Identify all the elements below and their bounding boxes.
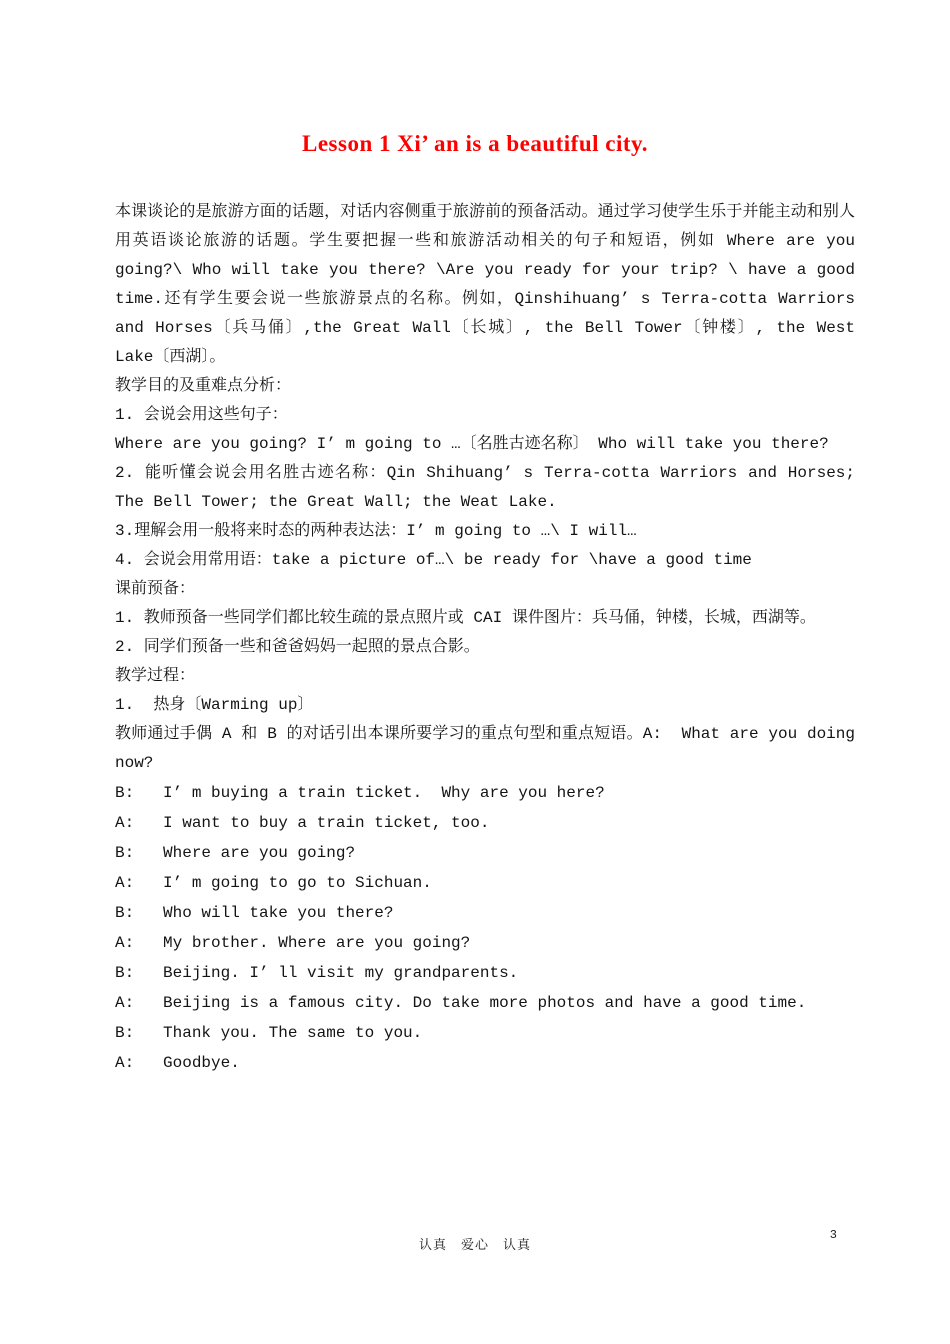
paragraph-list-item: 1. 教师预备一些同学们都比较生疏的景点照片或 CAI 课件图片：兵马俑，钟楼，长城，西湖等。 — [115, 609, 816, 627]
paragraph-section-heading: 教学过程： — [115, 667, 196, 685]
paragraph-list-item: 3.理解会用一般将来时态的两种表达法：I’ m going to …\ I will… — [115, 522, 637, 540]
document-title: Lesson 1 Xi’ an is a beautiful city. — [302, 131, 648, 156]
paragraph-list-item: 1. 热身〔Warming up〕 — [115, 696, 314, 714]
dialogue-line: B: Thank you. The same to you. — [115, 1024, 423, 1042]
paragraph-intro: 本课谈论的是旅游方面的话题，对话内容侧重于旅游前的预备活动。通过学习使学生乐于并能主动和别人用英语谈论旅游的话题。学生要把握一些和旅游活动相关的句子和短语，例如 Where are you going?\ Who will take you there? \Are you ready for your trip? \ have a good time.还有学生要会说一些旅游景点的名称。例如，Qinshihuang’ s Terra-cotta Warriors and Horses〔兵马俑〕,the Great Wall〔长城〕, the Bell Tower〔钟楼〕, the West Lake〔西湖〕。 — [115, 203, 865, 366]
page-number: 3 — [829, 1228, 837, 1242]
dialogue-line: A: Beijing is a famous city. Do take more photos and have a good time. — [115, 994, 807, 1012]
dialogue-line: B: Who will take you there? — [115, 904, 394, 922]
dialogue-line: B: I’ m buying a train ticket. Why are you here? — [115, 784, 605, 802]
document-body — [115, 198, 865, 1078]
paragraph-list-item: 2. 能听懂会说会用名胜古迹名称：Qin Shihuang’ s Terra-cotta Warriors and Horses; The Bell Tower; the Great Wall; the Weat Lake. — [115, 464, 865, 511]
dialogue-line: A: My brother. Where are you going? — [115, 934, 471, 952]
paragraph-sentence-examples: Where are you going? I’ m going to …〔名胜古迹名称〕 Who will take you there? — [115, 435, 829, 453]
dialogue-line: B: Beijing. I’ ll visit my grandparents. — [115, 964, 519, 982]
paragraph-dialogue-lead: 教师通过手偶 A 和 B 的对话引出本课所要学习的重点句型和重点短语。A: What are you doing now? — [115, 725, 865, 772]
paragraph-section-heading: 教学目的及重难点分析： — [115, 377, 292, 395]
paragraph-list-item: 2. 同学们预备一些和爸爸妈妈一起照的景点合影。 — [115, 638, 480, 656]
paragraph-section-heading: 课前预备： — [115, 580, 196, 598]
paragraph-list-item: 4. 会说会用常用语：take a picture of…\ be ready for \have a good time — [115, 551, 752, 569]
dialogue-line: A: Goodbye. — [115, 1054, 240, 1072]
dialogue-line: A: I want to buy a train ticket, too. — [115, 814, 490, 832]
paragraph-list-item: 1. 会说会用这些句子： — [115, 406, 288, 424]
dialogue-line: A: I’ m going to go to Sichuan. — [115, 874, 432, 892]
dialogue-line: B: Where are you going? — [115, 844, 356, 862]
footer-motto: 认真 爱心 认真 — [418, 1238, 531, 1253]
